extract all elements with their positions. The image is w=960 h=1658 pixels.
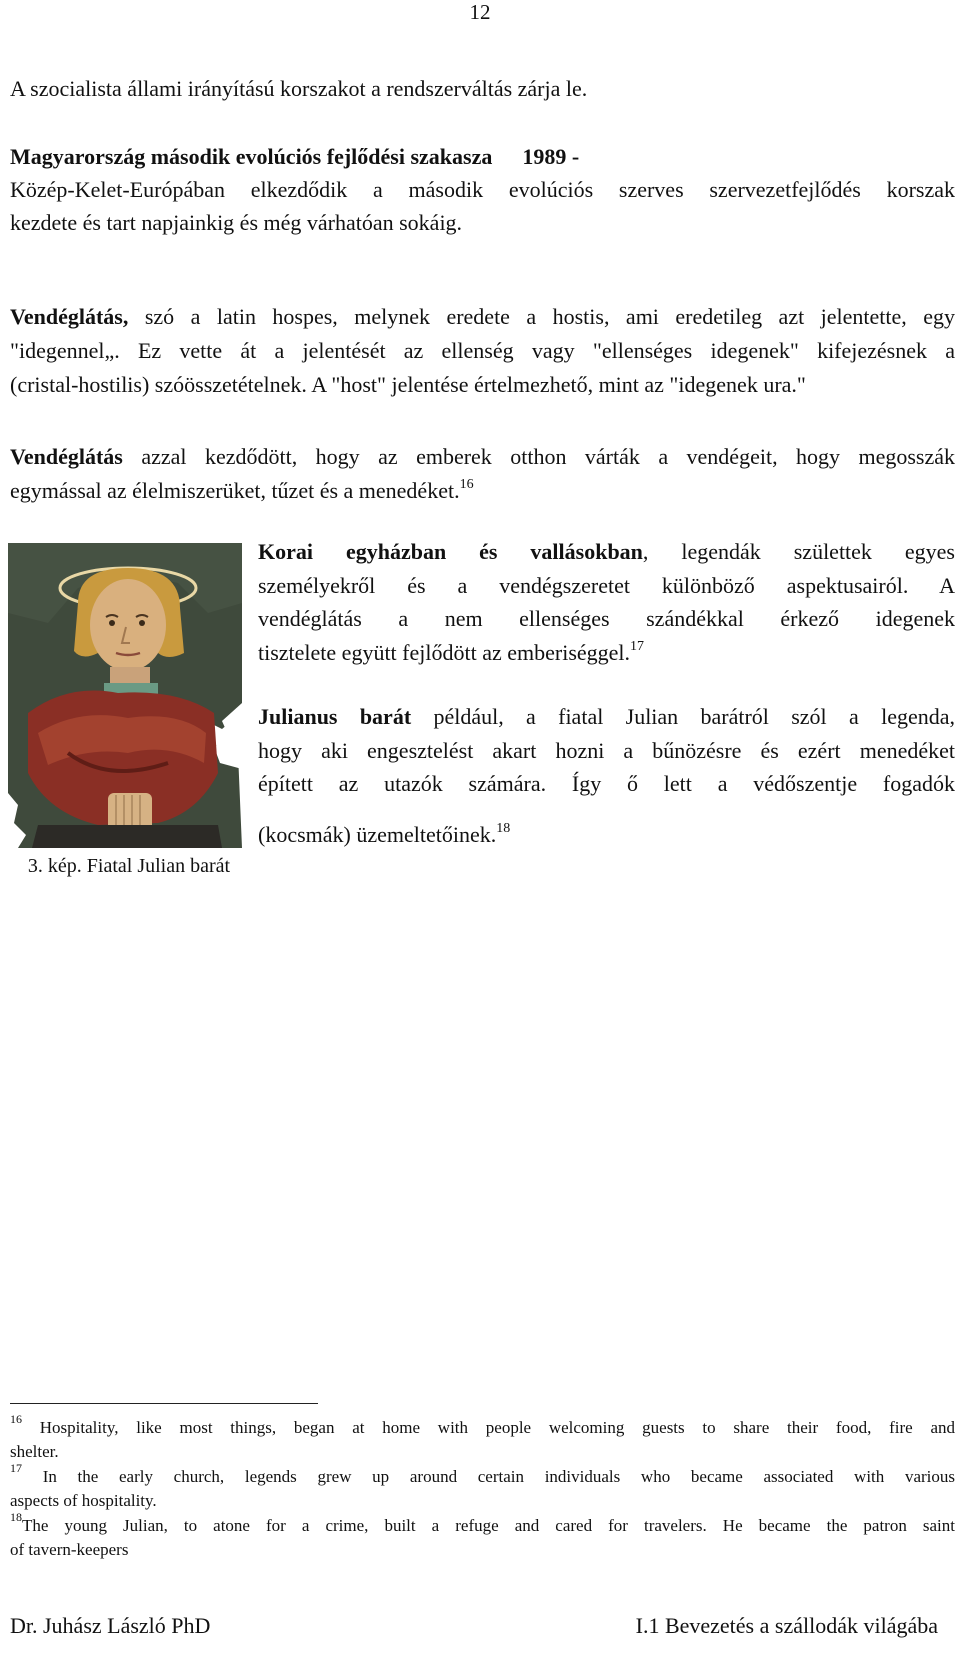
footnote-ref[interactable]: 17: [630, 638, 645, 654]
footnote-line: of tavern-keepers: [10, 1540, 129, 1559]
paragraph-line: [10, 474, 955, 507]
footnote-line: shelter.: [10, 1442, 59, 1461]
paragraph-line: hogy aki engesztelést akart hozni a bűnözésre és ezért menedéket: [258, 738, 955, 763]
footer-chapter: I.1 Bevezetés a szállodák világába: [635, 1613, 938, 1638]
page-number: 12: [469, 0, 491, 24]
paragraph-line: [10, 440, 955, 473]
line-text: egymással az élelmiszerüket, tűzet és a menedéket.: [10, 478, 460, 503]
section-heading-year: 1989 -: [522, 144, 580, 169]
line-text: például, a fiatal Julian barátról szól a legenda,: [411, 704, 955, 729]
paragraph-line: Közép-Kelet-Európában elkezdődik a második evolúciós szerves szervezetfejlődés korszak: [10, 177, 955, 202]
figure-caption: 3. kép. Fiatal Julian barát: [27, 855, 231, 877]
paragraph-line: [10, 300, 955, 333]
paragraph-line: [258, 700, 955, 733]
footnote-17: [10, 1461, 956, 1489]
footnote-line: aspects of hospitality.: [10, 1491, 157, 1510]
footer-author: Dr. Juhász László PhD: [10, 1613, 211, 1638]
footnote-number: 16: [10, 1412, 22, 1427]
term-vendeglatas: Vendéglátás: [10, 444, 123, 469]
paragraph-line: vendéglátás a nem ellenséges szándékkal érkező idegenek: [258, 606, 955, 631]
paragraph-line: [258, 818, 955, 851]
paragraph-line: személyekről és a vendégszeretet különböző aspektusairól. A: [258, 573, 955, 598]
line-text: tisztelete együtt fejlődött az emberiséggel.: [258, 640, 631, 665]
footnote-separator: [10, 1403, 318, 1404]
intro-line: A szocialista állami irányítású korszakot a rendszerváltás zárja le.: [10, 76, 588, 101]
line-text: (kocsmák) üzemeltetőinek.: [258, 822, 497, 847]
section-heading-title: Magyarország második evolúciós fejlődési szakasza: [10, 144, 493, 169]
paragraph-line: (cristal-hostilis) szóösszetételnek. A "host" jelentése értelmezhető, mint az "idegenek ura.": [10, 372, 806, 397]
footnote-number: 17: [10, 1461, 22, 1476]
footnote-text: Hospitality, like most things, began at home with people welcoming guests to share their food, fire and: [39, 1418, 956, 1437]
footnote-ref[interactable]: 16: [459, 476, 474, 492]
footnote-number: 18: [10, 1510, 22, 1525]
footnote-ref[interactable]: 18: [496, 820, 511, 836]
section-heading: [10, 140, 950, 173]
paragraph-line: épített az utazók számára. Így ő lett a védőszentje fogadók: [258, 771, 955, 796]
line-text: azzal kezdődött, hogy az emberek otthon várták a vendégeit, hogy megosszák: [122, 444, 955, 469]
footnote-16: [10, 1412, 956, 1440]
footnote-text: The young Julian, to atone for a crime, built a refuge and cared for travelers. He became the patron saint: [22, 1516, 955, 1535]
line-text: szó a latin hospes, melynek eredete a hostis, ami eredetileg azt jelentette, egy: [128, 304, 955, 329]
footnote-text: In the early church, legends grew up around certain individuals who became associated with various: [42, 1467, 956, 1486]
paragraph-line: [258, 535, 955, 568]
term-korai-egyhazban: Korai egyházban és vallásokban: [258, 539, 643, 564]
paragraph-line: kezdete és tart napjainkig és még várhatóan sokáig.: [10, 210, 463, 235]
line-text: , legendák születtek egyes: [642, 539, 955, 564]
term-julianus-barat: Julianus barát: [258, 704, 412, 729]
paragraph-line: [258, 636, 955, 669]
paragraph-line: "idegennel„. Ez vette át a jelentését az ellenség vagy "ellenséges idegenek" kifejezésnek a: [10, 338, 955, 363]
saint-julian-painting: [8, 543, 242, 848]
term-vendeglatas: Vendéglátás,: [10, 304, 129, 329]
footnote-18: [10, 1510, 955, 1538]
